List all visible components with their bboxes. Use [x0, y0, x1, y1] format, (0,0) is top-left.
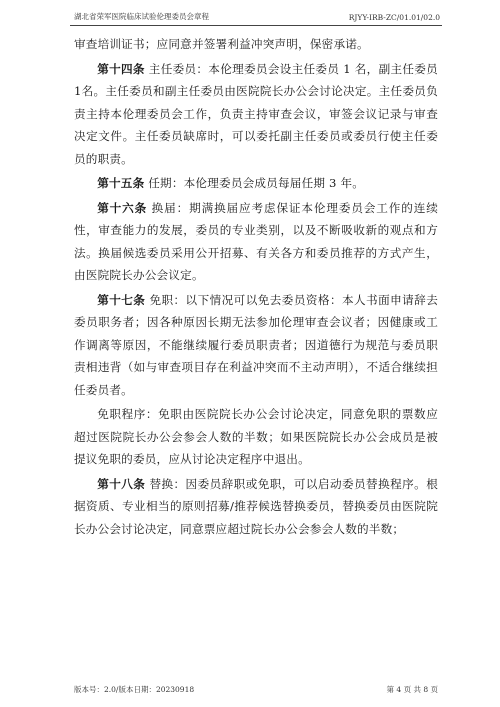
header-document-code: RJYY-IRB-ZC/01.01/02.0 — [348, 13, 440, 22]
paragraph-article-16 — [74, 197, 438, 287]
article-number: 第十七条 — [97, 292, 146, 307]
paragraph-text: 免职程序：免职由医院院长办公会讨论决定，同意免职的票数应超过医院院长办公会参会人数的半数；如果医院院长办公会成员是被提议免职的委员，应从讨论决定程序中退出。 — [74, 407, 438, 466]
paragraph-article-14 — [74, 58, 438, 171]
article-number: 第十八条 — [97, 476, 146, 491]
footer-version: 版本号：2.0/版本日期：20230918 — [74, 685, 195, 694]
paragraph-removal-procedure — [74, 403, 438, 471]
paragraph-article-17 — [74, 289, 438, 402]
page-header — [74, 6, 440, 22]
paragraph-text: 免职：以下情况可以免去委员资格：本人书面申请辞去委员职务者；因各种原因长期无法参加伦理审查会议者；因健康或工作调离等原因，不能继续履行委员职责者；因道德行为规范与委员职责相违背（如与审查项目存在利益冲突而不主动声明），不适合继续担任委员者。 — [74, 292, 438, 397]
paragraph-text: 任期：本伦理委员会成员每届任期 3 年。 — [144, 176, 365, 190]
header-document-title: 湖北省荣军医院临床试验伦理委员会章程 — [74, 12, 209, 21]
paragraph-text: 主任委员：本伦理委员会设主任委员 1 名，副主任委员 1名。主任委员和副主任委员由医院院长办公会讨论决定。主任委员负责主持本伦理委员会工作，负责主持审查会议，审签会议记录与审查决定文件。主任委员缺席时，可以委托副主任委员或委员行使主任委员的职责。 — [74, 61, 438, 166]
paragraph-0 — [74, 33, 438, 56]
page-footer — [74, 684, 438, 695]
document-body — [74, 33, 438, 541]
header-divider — [70, 25, 442, 26]
paragraph-text: 换届：期满换届应考虑保证本伦理委员会工作的连续性，审查能力的发展，委员的专业类别，以及不断吸收新的观点和方法。换届候选委员采用公开招募、有关各方和委员推荐的方式产生，由医院院长办公会议定。 — [74, 200, 438, 282]
article-number: 第十四条 — [97, 61, 145, 76]
article-number: 第十六条 — [97, 200, 148, 215]
paragraph-article-18 — [74, 473, 438, 541]
paragraph-text: 替换：因委员辞职或免职，可以启动委员替换程序。根据资质、专业相当的原则招募/推荐候选替换委员，替换委员由医院院长办公会讨论决定，同意票应超过院长办公会参会人数的半数； — [74, 476, 438, 536]
paragraph-article-15 — [74, 172, 438, 195]
paragraph-text: 审查培训证书；应同意并签署利益冲突声明，保密承诺。 — [74, 37, 369, 51]
footer-page-number: 第 4 页 共 8 页 — [386, 685, 438, 694]
article-number: 第十五条 — [97, 176, 145, 190]
